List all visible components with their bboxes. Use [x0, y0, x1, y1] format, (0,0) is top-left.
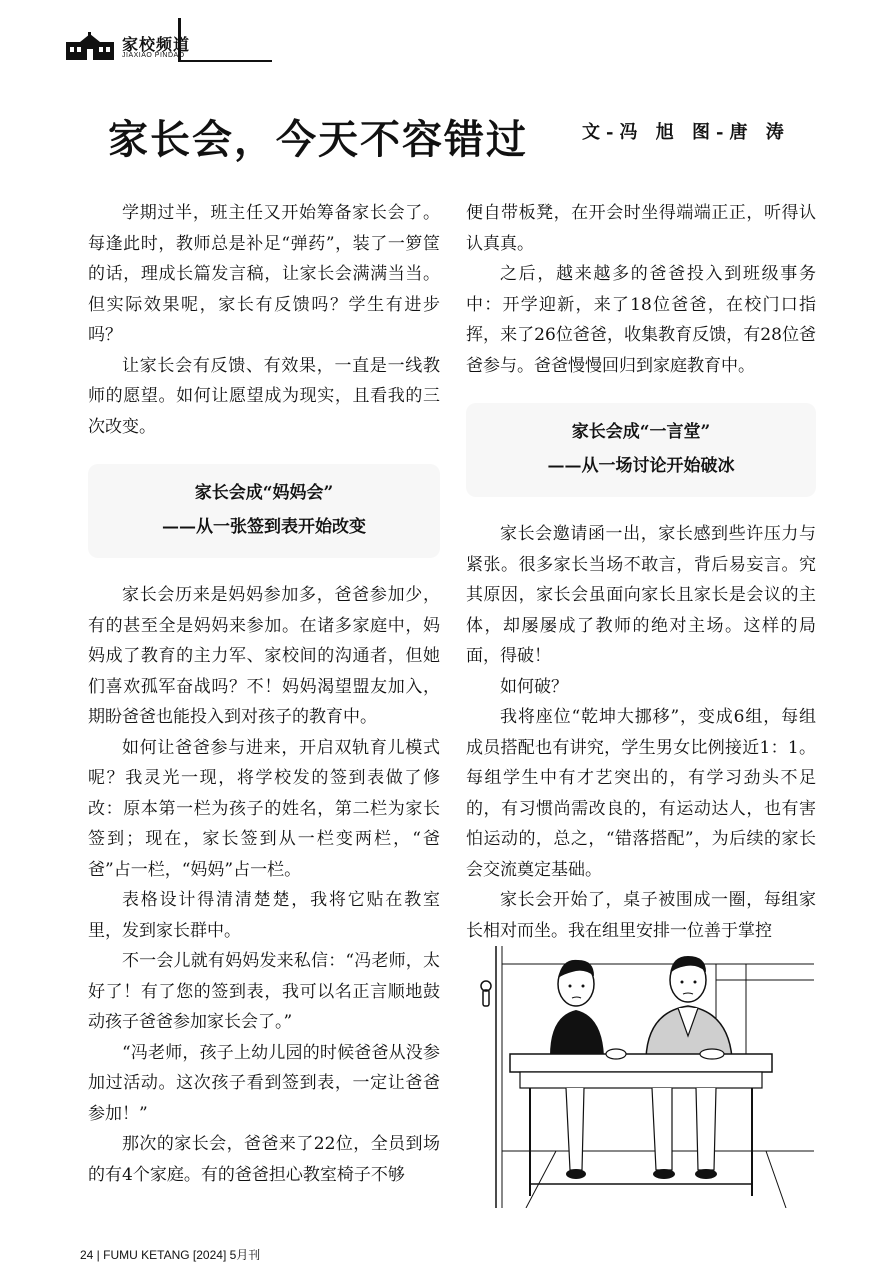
- page-footer: 24 | FUMU KETANG [2024] 5月刊: [80, 1248, 261, 1262]
- section-heading: [466, 403, 816, 497]
- paragraph: 如何破？: [500, 676, 568, 697]
- channel-header: [66, 18, 206, 64]
- left-column: [88, 198, 440, 1190]
- channel-pinyin: JIAXIAO PINDAO: [122, 52, 185, 59]
- right-column: [466, 198, 816, 946]
- paragraph: 表格设计得清清楚楚，我将它贴在教室里，发到家长群中。: [88, 890, 440, 941]
- parents-at-desk-illustration: [466, 946, 814, 1208]
- paragraph: 家长会邀请函一出，家长感到些许压力与紧张。很多家长当场不敢言，背后易妄言。究其原因，家长会虽面向家长且家长是会议的主体，却屡屡成了教师的绝对主场。这样的局面，得破！: [466, 524, 816, 666]
- paragraph: “冯老师，孩子上幼儿园的时候爸爸从没参加过活动。这次孩子看到签到表，一定让爸爸参加！”: [88, 1042, 440, 1124]
- paragraph: 家长会历来是妈妈参加多，爸爸参加少，有的甚至全是妈妈来参加。在诸多家庭中，妈妈成了教育的主力军、家校间的沟通者，但她们喜欢孤军奋战吗？不！妈妈渴望盟友加入，期盼爸爸也能投入到对孩子的教育中。: [88, 585, 440, 727]
- article-title: 家长会，今天不容错过: [108, 116, 528, 163]
- paragraph: 让家长会有反馈、有效果，一直是一线教师的愿望。如何让愿望成为现实，且看我的三次改变。: [88, 355, 440, 437]
- header-underline: [178, 60, 272, 62]
- section-heading: [88, 464, 440, 558]
- paragraph: 之后，越来越多的爸爸投入到班级事务中：开学迎新，来了18位爸爸，在校门口指挥，来了26位爸爸，收集教育反馈，有28位爸爸参与。爸爸慢慢回归到家庭教育中。: [466, 264, 816, 376]
- section-heading-title: 家长会成“一言堂”: [571, 422, 711, 442]
- school-building-icon: [66, 32, 114, 60]
- paragraph: 家长会开始了，桌子被围成一圈，每组家长相对而坐。我在组里安排一位善于掌控: [466, 890, 816, 941]
- article-byline: 文-冯 旭 图-唐 涛: [582, 122, 790, 143]
- section-heading-subtitle: ——从一张签到表开始改变: [162, 517, 366, 537]
- paragraph: 我将座位“乾坤大挪移”，变成6组，每组成员搭配也有讲究，学生男女比例接近1：1。每组学生中有才艺突出的，有学习劲头不足的，有习惯尚需改良的，有运动达人，也有害怕运动的，总之，“错落搭配”，为后续的家长会交流奠定基础。: [466, 707, 816, 880]
- paragraph: 那次的家长会，爸爸来了22位，全员到场的有4个家庭。有的爸爸担心教室椅子不够: [88, 1134, 440, 1185]
- paragraph: 学期过半，班主任又开始筹备家长会了。每逢此时，教师总是补足“弹药”，装了一箩筐的话，理成长篇发言稿，让家长会满满当当。但实际效果呢，家长有反馈吗？学生有进步吗？: [88, 203, 440, 345]
- section-heading-title: 家长会成“妈妈会”: [194, 483, 334, 503]
- paragraph: 不一会儿就有妈妈发来私信：“冯老师，太好了！有了您的签到表，我可以名正言顺地鼓动孩子爸爸参加家长会了。”: [88, 951, 440, 1032]
- section-heading-subtitle: ——从一场讨论开始破冰: [547, 456, 735, 476]
- paragraph-continuation: 便自带板凳，在开会时坐得端端正正，听得认认真真。: [466, 203, 816, 254]
- paragraph: 如何让爸爸参与进来，开启双轨育儿模式呢？我灵光一现，将学校发的签到表做了修改：原本第一栏为孩子的姓名，第二栏为家长签到；现在，家长签到从一栏变两栏，“爸爸”占一栏，“妈妈”占一栏。: [88, 737, 440, 880]
- channel-title: 家校频道: [122, 35, 191, 54]
